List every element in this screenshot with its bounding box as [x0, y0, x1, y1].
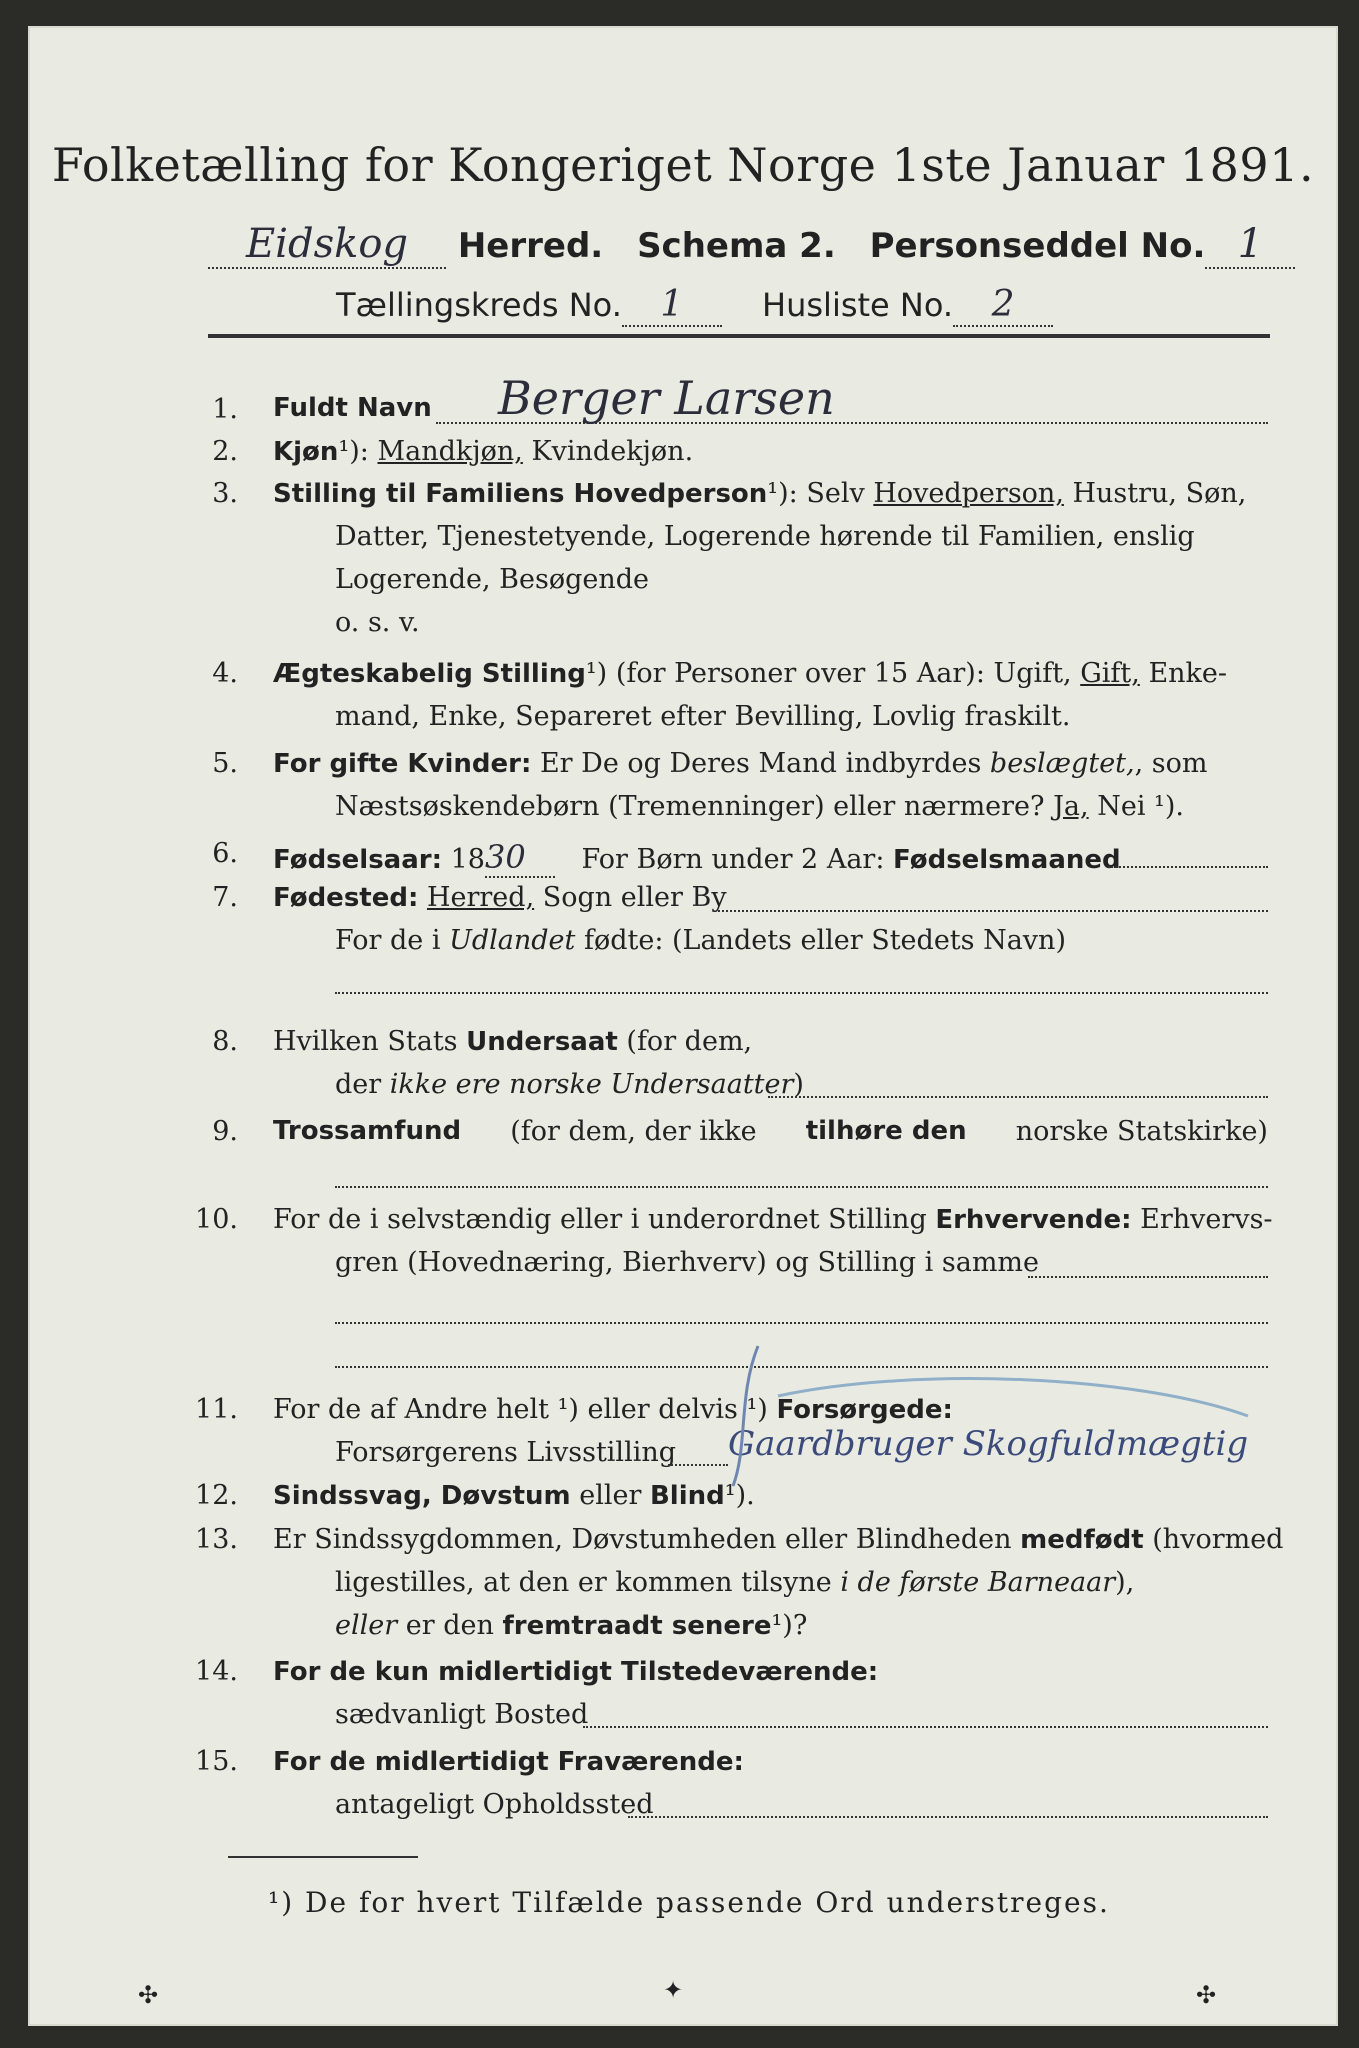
field-6 [273, 838, 1121, 878]
field-4 [273, 658, 1227, 689]
field-3-hovedperson: Hovedperson, [873, 478, 1064, 509]
field-13 [273, 1524, 1283, 1555]
field-6-num: 6. [212, 838, 238, 869]
field-3-line2: Datter, Tjenestetyende, Logerende hørende til Familien, enslig [335, 521, 1195, 552]
field-10-a: For de i selvstændig eller i underordnet Stilling [273, 1204, 927, 1235]
field-8-ikke-norske: ikke ere norske Undersaatter [389, 1069, 794, 1100]
field-13-line2 [335, 1567, 1134, 1598]
field-12-sup: ¹). [724, 1480, 755, 1511]
personseddel-value: 1 [1205, 221, 1295, 269]
field-7-line2a: For de i [335, 925, 441, 956]
field-7-line3 [335, 992, 1268, 994]
field-10-c: Erhvervs- [1140, 1204, 1273, 1235]
field-7-sogn: Sogn eller By [542, 882, 727, 913]
field-1-num: 1. [212, 394, 238, 425]
field-5-beslaegtet: beslægtet, [989, 748, 1135, 779]
field-7-label: Fødested: [273, 883, 419, 913]
field-11-a: For de af Andre helt ¹) eller delvis ¹) [273, 1394, 768, 1425]
field-8 [273, 1026, 752, 1057]
field-5-question: Er De og Deres Mand indbyrdes [539, 748, 982, 779]
field-4-label: Ægteskabelig Stilling [273, 659, 586, 689]
field-9-trossamfund: Trossamfund [273, 1116, 462, 1146]
field-2-sup: ¹): [338, 436, 369, 467]
field-6-line [1108, 866, 1268, 868]
field-9 [273, 1116, 1268, 1147]
field-7-line [718, 910, 1268, 912]
header-rule [208, 334, 1270, 338]
field-14-line2: sædvanligt Bosted [335, 1699, 589, 1730]
field-5-ja: Ja, [1053, 791, 1089, 822]
field-5-line2 [335, 791, 1184, 822]
field-5-num: 5. [212, 748, 238, 779]
field-7 [273, 882, 727, 913]
field-12 [273, 1480, 755, 1511]
field-1 [273, 392, 432, 423]
field-6-label: Fødselsaar: [273, 845, 442, 875]
census-sheet [28, 26, 1338, 2026]
field-13-sup: ¹)? [771, 1610, 808, 1641]
field-15-num: 15. [195, 1746, 238, 1777]
field-3-line4: o. s. v. [335, 607, 420, 638]
field-10 [273, 1204, 1273, 1235]
herred-label: Herred. [457, 226, 604, 266]
field-7-line2 [335, 925, 1066, 956]
field-11-value: Gaardbruger Skogfuldmægtig [728, 1424, 1249, 1464]
field-7-udlandet: Udlandet [449, 925, 576, 956]
field-8-der: der [335, 1069, 382, 1100]
field-6-value: 30 [485, 838, 555, 878]
field-14-num: 14. [195, 1656, 238, 1687]
field-13-senere: fremtraadt senere [502, 1611, 772, 1641]
field-9-d: norske Statskirke) [1015, 1116, 1268, 1147]
field-8-line [768, 1096, 1268, 1098]
field-14 [273, 1656, 878, 1687]
field-10-erhvervende: Erhvervende: [935, 1205, 1132, 1235]
handwritten-stroke [718, 1336, 1298, 1496]
field-13-eller: eller [335, 1610, 398, 1641]
kreds-label: Tællingskreds No. [336, 286, 622, 324]
field-13-medfodt: medfødt [1020, 1525, 1144, 1555]
field-7-num: 7. [212, 882, 238, 913]
field-12-eller: eller [579, 1480, 642, 1511]
field-2-num: 2. [212, 436, 238, 467]
field-14-line [583, 1726, 1268, 1728]
kreds-value: 1 [622, 284, 722, 327]
field-12-blind: Blind [649, 1481, 725, 1511]
header-line-kreds [336, 284, 1053, 327]
field-6-prefix: 18 [450, 844, 485, 875]
field-15 [273, 1746, 744, 1777]
field-3-sup: ¹): [767, 478, 798, 509]
field-1-label: Fuldt Navn [273, 393, 432, 423]
field-8-num: 8. [212, 1026, 238, 1057]
field-4-sup: ¹) [585, 658, 608, 689]
field-3-selv: Selv [806, 478, 865, 509]
field-2 [273, 436, 693, 467]
footnote-rule [228, 1856, 418, 1858]
field-13-a: Er Sindssygdommen, Døvstumheden eller Blindheden [273, 1524, 1012, 1555]
registration-mark-left: ✣ [138, 1981, 159, 2009]
field-5-nei: Nei ¹). [1097, 791, 1184, 822]
field-7-line2c: fødte: (Landets eller Stedets Navn) [583, 925, 1066, 956]
field-13-barneaar: i de første Barneaar [840, 1567, 1116, 1598]
field-13-line2c: ), [1115, 1567, 1135, 1598]
field-4-ugift: (for Personer over 15 Aar): Ugift, [615, 658, 1072, 689]
header-line-herred [208, 221, 1295, 269]
field-8-a: Hvilken Stats [273, 1026, 458, 1057]
field-6-born: For Børn under 2 Aar: [581, 844, 885, 875]
field-7-herred: Herred, [426, 882, 535, 913]
field-3-label: Stilling til Familiens Hovedperson [273, 479, 768, 509]
field-10-num: 10. [195, 1204, 238, 1235]
field-8-paren: ) [793, 1069, 804, 1100]
field-11-forsorgede: Forsørgede: [776, 1395, 953, 1425]
field-13-line3b: er den [405, 1610, 494, 1641]
field-10-line2: gren (Hovednæring, Bierhverv) og Stilling i samme [335, 1247, 1040, 1278]
field-9-num: 9. [212, 1116, 238, 1147]
field-8-line2 [335, 1069, 804, 1100]
field-9-line [335, 1186, 1268, 1188]
field-13-num: 13. [195, 1524, 238, 1555]
field-4-enke: Enke- [1148, 658, 1228, 689]
field-11-line2: Forsørgerens Livsstilling [335, 1437, 677, 1468]
field-13-line3 [335, 1610, 807, 1641]
field-8-c: (for dem, [626, 1026, 753, 1057]
field-6-maaned: Fødselsmaaned [893, 845, 1121, 875]
field-12-a: Sindssvag, Døvstum [273, 1481, 571, 1511]
registration-mark-center: ✦ [663, 1976, 684, 2004]
field-5-som: som [1151, 748, 1208, 779]
footnote: ¹) De for hvert Tilfælde passende Ord understreges. [268, 1886, 1110, 1919]
field-14-a: For de kun midlertidigt Tilstedeværende: [273, 1657, 879, 1687]
field-2-option-mandkjon: Mandkjøn, [377, 436, 523, 467]
field-15-line [628, 1816, 1268, 1818]
field-9-tilhore: tilhøre den [805, 1116, 967, 1146]
field-5: For gifte Kvinder: Er De og Deres Mand indbyrdes beslægtet,, som [273, 748, 1208, 779]
field-2-label: Kjøn [273, 437, 339, 467]
schema-label: Schema 2. [637, 226, 836, 266]
field-9-b: (for dem, der ikke [510, 1116, 757, 1147]
registration-mark-right: ✣ [1196, 1981, 1217, 2009]
field-13-c: (hvormed [1152, 1524, 1284, 1555]
field-5-label: For gifte Kvinder: [273, 749, 532, 779]
herred-value: Eidskog [208, 221, 446, 269]
field-10-line [1028, 1276, 1268, 1278]
field-8-undersaat: Undersaat [466, 1027, 618, 1057]
field-10-line3 [335, 1322, 1268, 1324]
field-5-line2-text: Næstsøskendebørn (Tremenninger) eller nærmere? [335, 791, 1045, 822]
field-12-num: 12. [195, 1480, 238, 1511]
field-4-num: 4. [212, 658, 238, 689]
field-4-gift: Gift, [1080, 658, 1140, 689]
field-3-options: Hustru, Søn, [1072, 478, 1247, 509]
form-title: Folketælling for Kongeriget Norge 1ste Januar 1891. [51, 138, 1315, 192]
personseddel-label: Personseddel No. [869, 226, 1206, 266]
field-13-line2a: ligestilles, at den er kommen tilsyne [335, 1567, 832, 1598]
field-3 [273, 478, 1246, 509]
field-3-line3: Logerende, Besøgende [335, 564, 649, 595]
field-15-a: For de midlertidigt Fraværende: [273, 1747, 744, 1777]
field-2-option-kvindekjon: Kvindekjøn. [531, 436, 694, 467]
husliste-value: 2 [953, 284, 1053, 327]
husliste-label: Husliste No. [762, 286, 954, 324]
field-1-value: Berger Larsen [498, 371, 835, 425]
field-3-num: 3. [212, 478, 238, 509]
field-4-line2: mand, Enke, Separeret efter Bevilling, Lovlig fraskilt. [335, 701, 1071, 732]
field-15-line2: antageligt Opholdssted [335, 1789, 654, 1820]
field-11-num: 11. [195, 1394, 238, 1425]
